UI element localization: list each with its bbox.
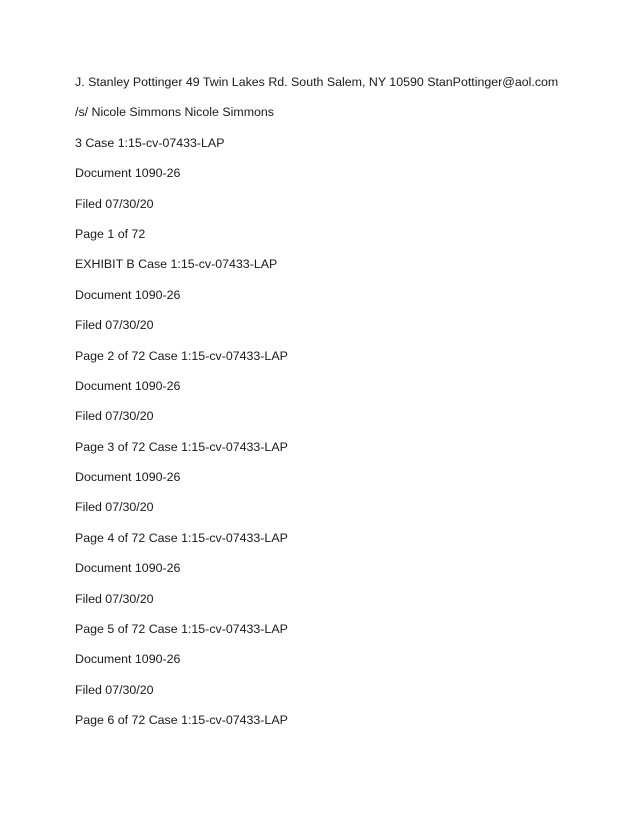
filed-date-line: Filed 07/30/20 bbox=[75, 409, 154, 424]
document-number-line: Document 1090-26 bbox=[75, 166, 181, 181]
page-case-line: Page 5 of 72 Case 1:15-cv-07433-LAP bbox=[75, 622, 288, 637]
signature-line: /s/ Nicole Simmons Nicole Simmons bbox=[75, 105, 274, 120]
filed-date-line: Filed 07/30/20 bbox=[75, 196, 154, 211]
document-number-line: Document 1090-26 bbox=[75, 561, 181, 576]
document-number-line: Document 1090-26 bbox=[75, 470, 181, 485]
filed-date-line: Filed 07/30/20 bbox=[75, 591, 154, 606]
filed-date-line: Filed 07/30/20 bbox=[75, 500, 154, 515]
filed-date-line: Filed 07/30/20 bbox=[75, 318, 154, 333]
document-number-line: Document 1090-26 bbox=[75, 287, 181, 302]
page-case-line: Page 6 of 72 Case 1:15-cv-07433-LAP bbox=[75, 713, 288, 728]
page-number-line: Page 1 of 72 bbox=[75, 226, 146, 241]
exhibit-case-line: EXHIBIT B Case 1:15-cv-07433-LAP bbox=[75, 257, 278, 272]
signature-address-line: J. Stanley Pottinger 49 Twin Lakes Rd. South Salem, NY 10590 StanPottinger@aol.com bbox=[75, 75, 559, 89]
filed-date-line: Filed 07/30/20 bbox=[75, 682, 154, 697]
document-number-line: Document 1090-26 bbox=[75, 378, 181, 393]
case-number-line: 3 Case 1:15-cv-07433-LAP bbox=[75, 135, 225, 150]
page-case-line: Page 4 of 72 Case 1:15-cv-07433-LAP bbox=[75, 530, 288, 545]
page-case-line: Page 3 of 72 Case 1:15-cv-07433-LAP bbox=[75, 439, 288, 454]
page-case-line: Page 2 of 72 Case 1:15-cv-07433-LAP bbox=[75, 348, 288, 363]
document-number-line: Document 1090-26 bbox=[75, 652, 181, 667]
